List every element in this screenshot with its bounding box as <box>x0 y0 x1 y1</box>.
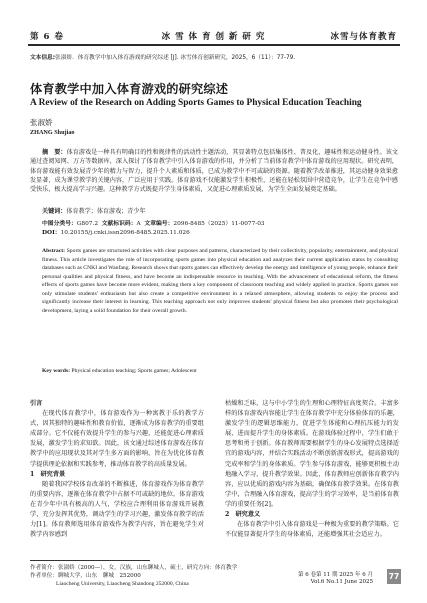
abstract-en-text: Sports games are structured activities with clear purposes and patterns, characterized by their collectivity, popularity, entertainment, and physical fitness. This article investigates the role of incorporating sports games into physical education and analyzes their current application status by consulting databases such as CNKI and Wanfang. Research shows that sports games can effectively develop the energy and intelligence of young people, enhance their personal qualities and physical fitness, and have become an indispensable resource in teaching. With the advancement of educational reform, the fitness effects of sports games have become more evident, making them a key component of classroom teaching and widely applied in practice. Sports games not only stimulate students' enthusiasm but also create a competitive environment in a relaxed atmosphere, allowing students to enjoy the process and significantly increase their interest in learning. This teaching approach not only improves students' physical fitness but also promotes their psychological development, laying a solid foundation for their overall growth. <box>42 248 399 314</box>
footnote-affiliation: 作者单位：聊城大学，山东 聊城 252000 <box>30 573 141 580</box>
body-column-left <box>30 399 204 540</box>
header-rule <box>28 44 400 46</box>
footnote-affiliation-english: Liaocheng University, Liaocheng Shandong 252000, China <box>56 581 189 588</box>
author-english: ZHANG Shujiao <box>30 129 75 136</box>
keywords-label: 关键词： <box>42 208 67 215</box>
abstract-en-label: Abstract: <box>42 248 66 254</box>
keywords-chinese <box>42 206 398 215</box>
doc-code-value: A <box>136 221 141 227</box>
classification-line <box>42 218 265 227</box>
issue-info-english: Vol.6 No.11 June 2025 <box>310 579 373 585</box>
citation <box>30 54 400 62</box>
volume-tag: 第 6 卷 <box>30 32 64 42</box>
significance-paragraph: 在体育教学中引入体育游戏是一种极为重要的教学策略。它不仅能显著提升学生的身体素质，还能增强其社会适应力。 <box>225 521 399 539</box>
doc-code-label: 文献标识码： <box>101 221 137 227</box>
article-no-value: 2096-8485（2025）11-0077-03 <box>173 221 265 227</box>
footnote-author: 作者简介：张淑娇（2000—），女，汉族，山东聊城人，硕士，研究方向：体育教学 <box>30 565 238 571</box>
doi-line <box>42 227 190 236</box>
doi-label: DOI： <box>42 230 61 236</box>
page-number: 77 <box>387 569 401 584</box>
keywords-english <box>42 368 398 374</box>
page-header <box>0 0 427 56</box>
footnote-rule <box>30 560 150 561</box>
keywords-en-text: Physical education teaching; Sports games; Adolescent <box>71 368 197 374</box>
doi-value: 10.20155/j.cnki.issn2096-8485.2025.11.026 <box>60 230 190 236</box>
background-continued-paragraph: 枯燥和乏味，这与中小学生的生理和心理特征高度契合。丰富多样的体育游戏内容能让学生在体育教学中充分体验体育的乐趣，激发学生的逻辑思维能力，促进学生体能和心理抗压能力的发展，进而提升学生的身体素质。在游戏体验过程中，学生们敢于思考和勇于创新。体育教师需要根据学生的身心发展特点选择适宜的游戏内容，并结合实践活动不断创新游戏形式，提高游戏的完成率和学生的身体素质。学生参与体育游戏，能够更积极主动地融入学习，提升教学效果。因此，体育教师应创新体育教学内容，应以优质的游戏内容为基础，确保体育教学效果。在体育教学中，合理融入体育游戏，提高学生的学习效率，是当前体育教学的重要任务[2]。 <box>225 400 399 508</box>
abstract-text: 体育游戏是一种具有明确目的性和规律性的活动性主题活动，其显著特点包括集体性、普及化、趣味性和运动健身性。该文通过查阅知网、万方等数据库，深入探讨了体育教学中引入体育游戏的作用，并分析了当前体育教学中体育游戏的应用现状。研究表明，体育游戏能有效发展青少年的精力与智力，提升个人素质和体质，已成为教学中不可或缺的资源。随着教学改革推进，其运动健身效果愈发显著，成为课堂教学的关键内容，广泛应用于实践。体育游戏不仅能激发学生积极性，还能在轻松氛围中营造竞争，让学生在竞争中感受快乐，极大提高学习兴趣。这种教学方式既提升学生身体素质，又促进心理素质发展，为学生全面发展奠定基础。 <box>30 149 399 194</box>
footnote <box>30 564 330 589</box>
section-heading-background: 1 研究背景 <box>30 470 66 478</box>
title-english: A Review of the Research on Adding Sports Games to Physical Education Teaching <box>30 98 362 108</box>
journal-name: 冰 雪 体 育 创 新 研 究 <box>161 32 266 42</box>
body-column-right <box>225 399 399 540</box>
column-name: 冰雪与体育教育 <box>330 32 397 42</box>
title-chinese: 体育教学中加入体育游戏的研究综述 <box>30 82 229 96</box>
keywords-text: 体育教学；体育游戏；青少年 <box>66 208 146 215</box>
abstract-label: 摘 要： <box>42 149 67 156</box>
keywords-en-label: Key words: <box>42 368 70 374</box>
clc-value: G807.2 <box>76 221 99 227</box>
author-chinese: 张淑娇 <box>30 118 53 127</box>
issue-info <box>298 572 373 586</box>
article-no-label: 文章编号： <box>144 221 174 227</box>
abstract-chinese <box>30 148 398 194</box>
section-heading-intro: 引言 <box>30 400 43 407</box>
background-paragraph: 随着我国学校体育改革的不断推进，体育游戏作为体育教学的重要内容，逐渐在体育教学中占据不可或缺的地位。体育游戏在青少年中具有极高的人气，学校应合理利用体育游戏开展教学，充分发挥其优势，调动学生的学习兴趣，激发体育教学的活力[1]。体育教师选用体育游戏作为教学内容，旨在避免学生对教学内容感到 <box>30 480 204 539</box>
intro-paragraph: 在现代体育教学中，体育游戏作为一种寓教于乐的教学方式，因其独特的趣味性和教育价值，逐渐成为体育教学的重要组成部分。它不仅能有效提升学生的参与兴趣，还能促进心理素质发展，激发学生的求知欲。因此，该文通过综述体育游戏在体育教学中的应用现状及其对学生多方面的影响，旨在为优化体育教学提供理论依据和实践参考，推动体育教学的高质量发展。 <box>30 410 204 468</box>
section-heading-significance: 2 研究意义 <box>225 511 261 519</box>
clc-label: 中图分类号： <box>42 221 77 227</box>
issue-info-chinese: 第 6 卷第 11 期 2025 年 6 月 <box>298 572 373 578</box>
citation-label: 文本信息: <box>30 55 56 61</box>
citation-text: 张淑娇．体育教学中加入体育游戏的研究综述 [J]. 冰雪体育创新研究，2025，6（11）：77-79. <box>55 55 296 61</box>
abstract-english <box>42 247 398 315</box>
